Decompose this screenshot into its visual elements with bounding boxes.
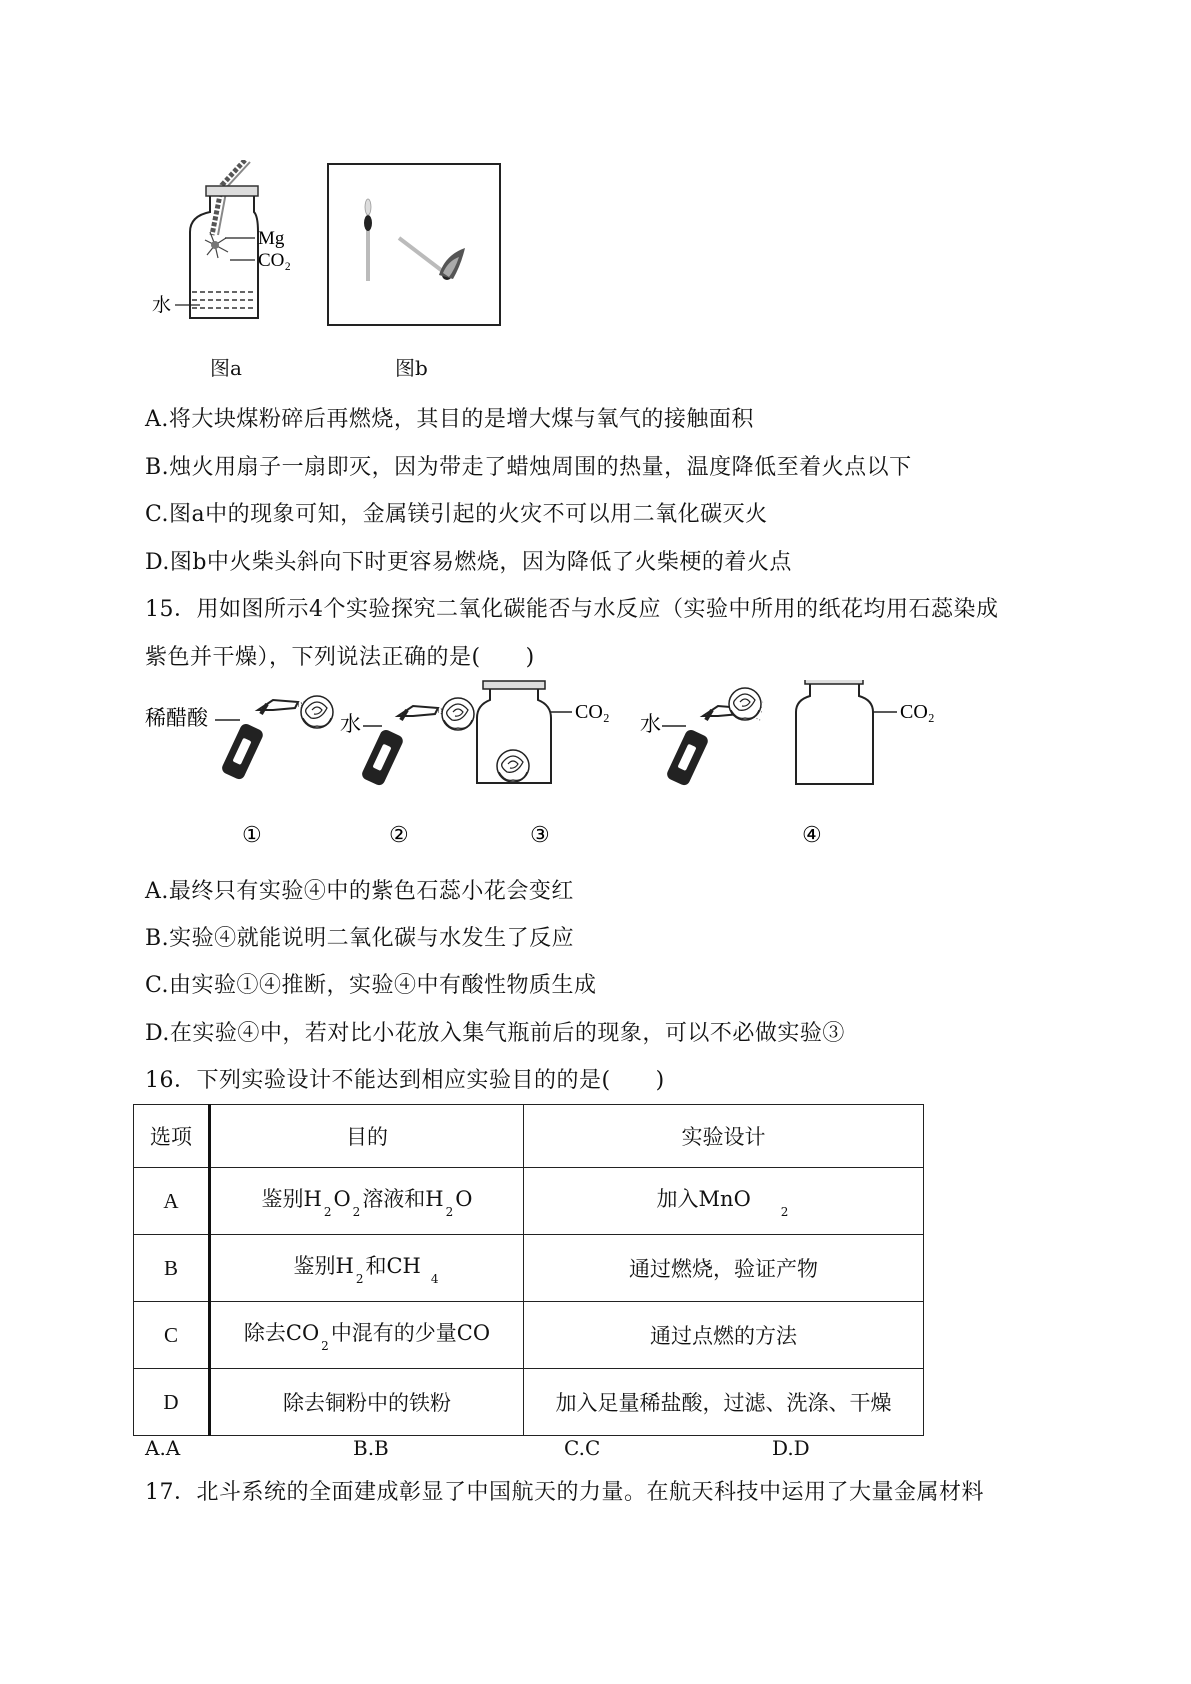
q15-experiment-figure [140,680,1000,850]
q15-option-c: C.由实验①④推断，实验④中有酸性物质生成 [145,973,597,998]
q15-number-2: ② [389,822,409,847]
row-a-option: A [134,1168,210,1235]
q14-option-c: C.图a中的现象可知，金属镁引起的火灾不可以用二氧化碳灭火 [145,502,768,527]
q15-label-co2-3: CO₂ [575,701,610,723]
q14-option-d: D.图b中火柴头斜向下时更容易燃烧，因为降低了火柴梗的着火点 [145,550,792,575]
q15-number-4: ④ [802,822,822,847]
row-b-option: B [134,1235,210,1302]
q15-stem-line2: 紫色并干燥），下列说法正确的是( ) [145,645,535,670]
figure-b [327,163,501,326]
row-d-goal: 除去铜粉中的铁粉 [210,1369,524,1436]
header-goal: 目的 [210,1105,524,1168]
fig-b-caption: 图b [395,356,428,380]
fig-a-caption: 图a [210,356,242,380]
header-design: 实验设计 [524,1105,924,1168]
header-option: 选项 [134,1105,210,1168]
row-a-design: 加入MnO$_2$ [524,1168,924,1235]
table-row [134,1369,924,1436]
row-a-goal: 鉴别$H_2O_2$溶液和$H_2O$ [210,1168,524,1235]
q15-label-co2-4: CO₂ [900,701,935,723]
row-b-design: 通过燃烧，验证产物 [524,1235,924,1302]
table-row [134,1235,924,1302]
q16-choice-a: A.A [145,1436,181,1460]
q17-stem: 17．北斗系统的全面建成彰显了中国航天的力量。在航天科技中运用了大量金属材料 [145,1480,984,1505]
q15-option-b: B.实验④就能说明二氧化碳与水发生了反应 [145,926,575,951]
q16-choice-d: D.D [772,1436,810,1460]
row-b-goal: 鉴别$H_2$和$CH_4$ [210,1235,524,1302]
fig-a-co2-label: CO₂ [258,250,292,271]
row-c-option: C [134,1302,210,1369]
fig-a-mg-label: Mg [258,228,285,249]
q16-options-table [133,1104,924,1436]
row-d-option: D [134,1369,210,1436]
table-header-row [134,1105,924,1168]
q15-number-1: ① [242,822,262,847]
q15-stem-line1: 15．用如图所示4个实验探究二氧化碳能否与水反应（实验中所用的纸花均用石蕊染成 [145,597,999,622]
table-row [134,1168,924,1235]
table-row [134,1302,924,1369]
row-d-design: 加入足量稀盐酸，过滤、洗涤、干燥 [524,1369,924,1436]
fig-a-water-label: 水 [152,294,172,316]
q16-choice-b: B.B [353,1436,389,1460]
row-c-design: 通过点燃的方法 [524,1302,924,1369]
q15-label-acetic-acid: 稀醋酸 [145,706,208,730]
q15-label-water-2: 水 [340,712,361,736]
q16-choice-c: C.C [564,1436,601,1460]
q15-label-water-4: 水 [640,712,661,736]
row-c-goal: 除去$CO_2$中混有的少量CO [210,1302,524,1369]
q16-stem: 16．下列实验设计不能达到相应实验目的的是( ) [145,1068,665,1093]
q15-option-d: D.在实验④中，若对比小花放入集气瓶前后的现象，可以不必做实验③ [145,1021,845,1046]
figure-a [150,160,320,360]
q14-option-b: B.烛火用扇子一扇即灭，因为带走了蜡烛周围的热量，温度降低至着火点以下 [145,455,912,480]
q14-option-a: A.将大块煤粉碎后再燃烧，其目的是增大煤与氧气的接触面积 [145,407,754,432]
q15-option-a: A.最终只有实验④中的紫色石蕊小花会变红 [145,879,574,904]
q15-number-3: ③ [530,822,550,847]
